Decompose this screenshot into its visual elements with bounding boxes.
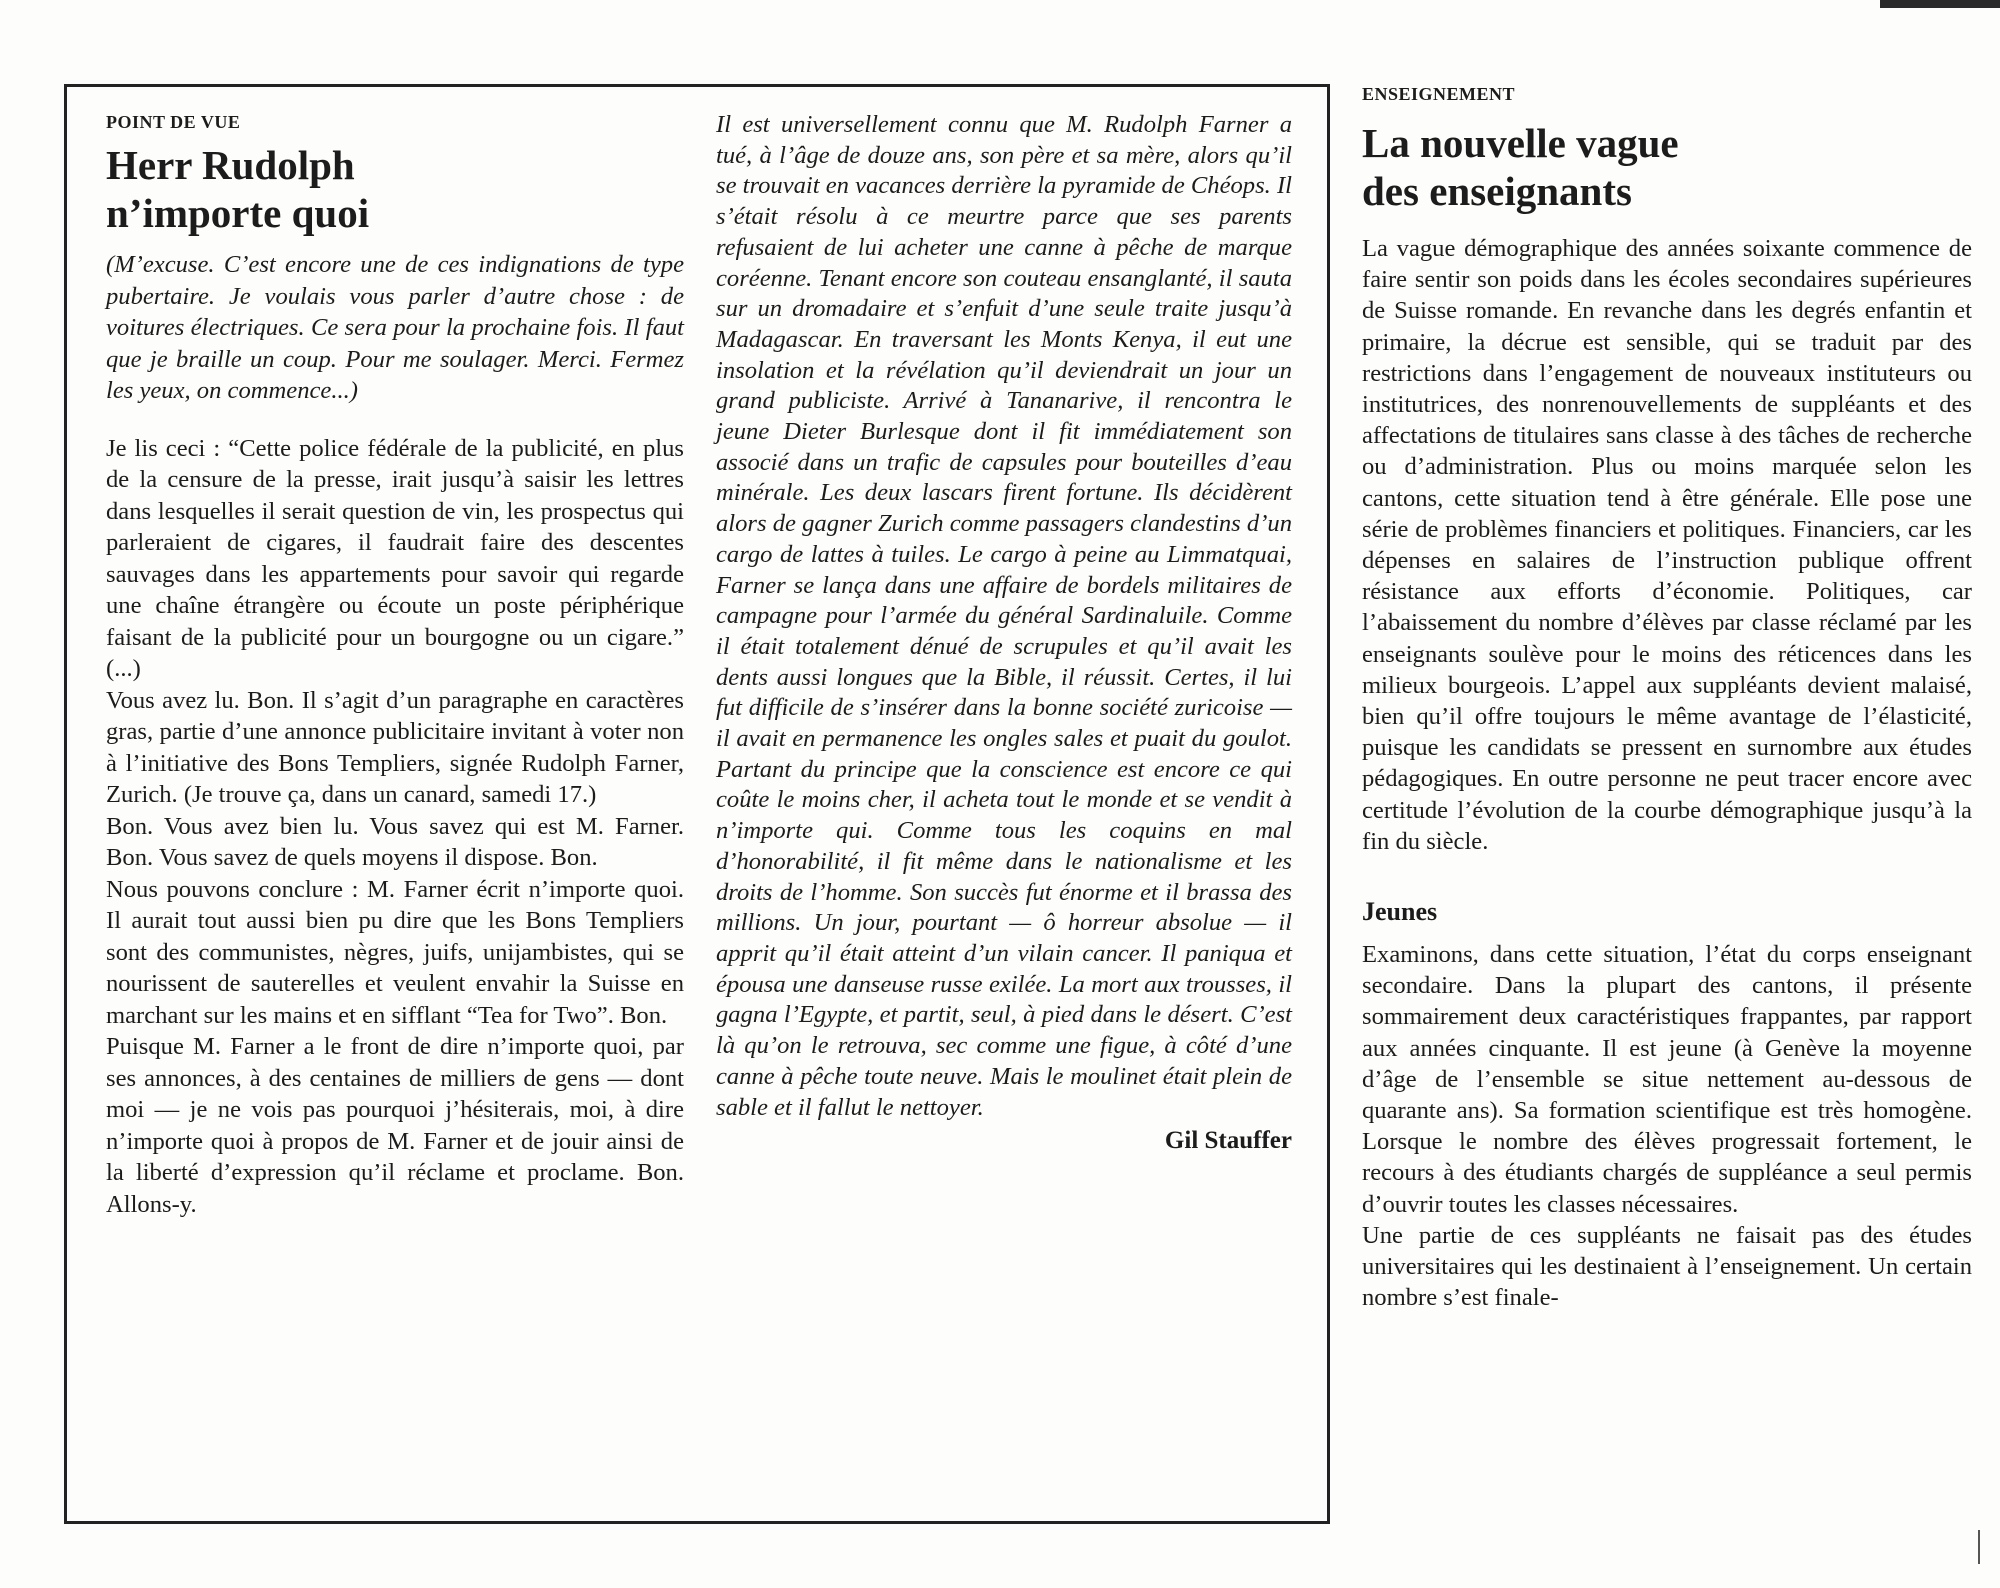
subheading: Jeunes: [1362, 897, 1438, 927]
page-edge-mark: [1880, 0, 2000, 8]
story-paragraph: Il est universellement connu que M. Rudolph Farner a tué, à l’âge de douze ans, son père et sa mère, alors qu’il se trouvait en vacances derrière la pyramide de Chéops. Il s’était résolu à ce meurtre parce que ses parents refusaient de lui acheter une canne à pêche de marque coréenne. Tenant encore son couteau ensanglanté, il sauta sur un dromadaire et s’enfuit d’une seule traite jusqu’à Madagascar. En traversant les Monts Kenya, il eut une insolation et la révélation qu’il deviendrait un jour un grand publiciste. Arrivé à Tananarive, il rencontra le jeune Dieter Burlesque dont il fit immédiatement son associé dans un trafic de capsules pour bouteilles d’eau minérale. Les deux lascars firent fortune. Ils décidèrent alors de gagner Zurich comme passagers clandestins d’un cargo de lattes à tuiles. Le cargo à peine au Limmatquai, Farner se lança dans une affaire de bordels militaires de campagne pour l’armée du général Sardinaluile. Comme il était totalement dénué de scrupules et qu’il avait les dents aussi longues que la Bible, il réussit. Certes, il lui fut difficile de s’insérer dans la bonne société zuricoise — il avait en permanence les ongles sales et puait du goulot. Partant du principe que la conscience est encore ce qui coûte le moins cher, il acheta tout le monde et se vendit à n’importe qui. Comme tous les coquins en mal d’honorabilité, il fit même dans le nationalisme et les droits de l’homme. Son succès fut énorme et il brassa des millions. Un jour, pourtant — ô horreur absolue — il apprit qu’il était atteint d’un vilain cancer. Il paniqua et épousa une danseuse russe exilée. La mort aux trousses, il gagna l’Egypte, et partit, seul, à pied dans le désert. C’est là qu’on le retrouva, sec comme une figue, à côté d’une canne à pêche toute neuve. Mais le moulinet était plein de sable et il fallut le nettoyer.: [716, 111, 1292, 1121]
section-kicker: ENSEIGNEMENT: [1362, 84, 1516, 104]
title-line-2: n’importe quoi: [106, 190, 370, 236]
title-line-1: La nouvelle vague: [1362, 120, 1679, 166]
section-kicker: POINT DE VUE: [106, 112, 241, 132]
body-paragraph: Puisque M. Farner a le front de dire n’importe quoi, par ses annonces, à des centaines de milliers de gens — dont moi — je ne vois pas pourquoi j’hésiterais, moi, à dire n’importe quoi à propos de M. Farner et de jouir ainsi de la liberté d’expression qu’il réclame et proclame. Bon. Allons-y.: [106, 1033, 684, 1218]
body-paragraph: Je lis ceci : “Cette police fédérale de la publicité, en plus de la censure de la presse, irait jusqu’à saisir les lettres dans lesquelles il serait question de vin, les prospectus qui parleraient de cigares, il faudrait faire des descentes sauvages dans les appartements pour savoir qui regarde une chaîne étrangère ou écoute un poste périphérique faisant de la publicité pour un bourgogne ou un cigare.” (...): [106, 434, 684, 682]
article-title: [1362, 119, 1972, 215]
lead-paragraph: La vague démographique des années soixante commence de faire sentir son poids dans les écoles secondaires supérieures de Suisse romande. En revanche dans les degrés enfantin et primaire, la décrue est sensible, qui se traduit par des restrictions dans l’engagement de nouveaux instituteurs ou institutrices, des nonrenouvellements de suppléants et des affectations de titulaires sans classe à des tâches de recherche ou d’administration. Plus ou moins marquée selon les cantons, cette situation tend à être générale. Elle pose une série de problèmes financiers et politiques. Financiers, car les dépenses en salaires de l’instruction publique offrent résistance aux efforts d’économie. Politiques, car l’abaissement du nombre d’élèves par classe réclamé par les enseignants soulève pour le moins des réticences dans les milieux bourgeois. L’appel aux suppléants devient malaisé, bien qu’il offre toujours le même avantage de l’élasticité, puisque les candidats se pressent en surnombre aux études pédagogiques. En outre personne ne peut tracer encore avec certitude l’évolution de la courbe démographique jusqu’à la fin du siècle.: [1362, 235, 1972, 855]
body-paragraph: Vous avez lu. Bon. Il s’agit d’un paragraphe en caractères gras, partie d’une annonce publicitaire invitant à voter non à l’initiative des Bons Templiers, signée Rudolph Farner, Zurich. (Je trouve ça, dans un canard, samedi 17.): [106, 686, 684, 808]
title-line-1: Herr Rudolph: [106, 142, 355, 188]
enseignement-column: [1362, 84, 1972, 1314]
point-de-vue-right-column: [716, 110, 1292, 1155]
margin-mark: [1978, 1530, 1994, 1564]
body-paragraph: Nous pouvons conclure : M. Farner écrit n’importe quoi. Il aurait tout aussi bien pu dire que les Bons Templiers sont des communistes, nègres, juifs, unijambistes, qui se nourissent de sauterelles et veulent envahir la Suisse en marchant sur les mains et en sifflant “Tea for Two”. Bon.: [106, 875, 684, 1029]
intro-paragraph: (M’excuse. C’est encore une de ces indignations de type pubertaire. Je voulais vous parler d’autre chose : de voitures électriques. Ce sera pour la prochaine fois. Il faut que je braille un coup. Pour me soulager. Merci. Fermez les yeux, on commence...): [106, 251, 684, 404]
title-line-2: des enseignants: [1362, 168, 1632, 214]
body-paragraph: Bon. Vous avez bien lu. Vous savez qui est M. Farner. Bon. Vous savez de quels moyens il dispose. Bon.: [106, 812, 684, 871]
body-paragraph: Une partie de ces suppléants ne faisait pas des études universitaires qui les destinaient à l’enseignement. Un certain nombre s’est finale-: [1362, 1221, 1972, 1312]
body-paragraph: Examinons, dans cette situation, l’état du corps enseignant secondaire. Dans la plupart des cantons, il présente sommairement deux caractéristiques frappantes, par rapport aux années cinquante. Il est jeune (à Genève la moyenne d’âge de l’ensemble se situe nettement au-dessous de quarante ans). Sa formation scientifique est très homogène. Lorsque le nombre des élèves progressait fortement, le recours à des étudiants chargés de suppléance a seul permis d’ouvrir toutes les classes nécessaires.: [1362, 941, 1972, 1218]
article-title: [106, 141, 684, 237]
point-de-vue-left-column: [106, 112, 684, 1220]
author-signature: Gil Stauffer: [1164, 1127, 1292, 1155]
